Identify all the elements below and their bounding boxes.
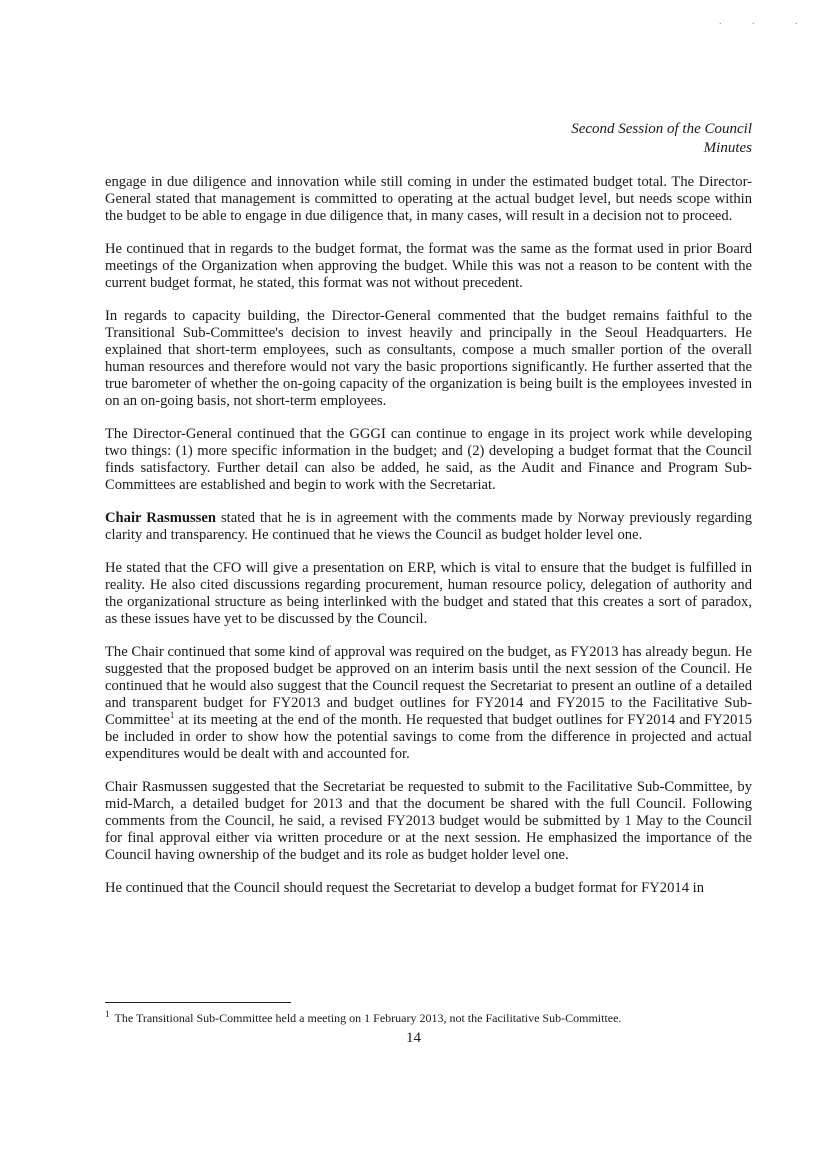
paragraph: He continued that in regards to the budget format, the format was the same as the format used in prior Board meetings of the Organization when approving the budget. While this was not a reason to be content with the current budget format, he stated, this format was not without precedent.	[105, 241, 752, 291]
footnote-text: The Transitional Sub-Committee held a meeting on 1 February 2013, not the Facilitative Sub-Committee.	[114, 1011, 622, 1025]
page-number: 14	[406, 1030, 421, 1046]
footnote-reference[interactable]: 1	[169, 710, 175, 721]
body-text	[105, 174, 752, 897]
paragraph: In regards to capacity building, the Director-General commented that the budget remains faithful to the Transitional Sub-Committee's decision to invest heavily and principally in the Seoul Headquarters. He explained that short-term employees, such as consultants, compose a much smaller portion of the overall human resources and therefore would not vary the basic proportions significantly. He further asserted that the true barometer of whether the on-going capacity of the organization is being built is the employees invested in on an on-going basis, not short-term employees.	[105, 308, 752, 409]
paragraph: He continued that the Council should request the Secretariat to develop a budget format for FY2014 in	[105, 880, 704, 896]
paragraph: He stated that the CFO will give a presentation on ERP, which is vital to ensure that the budget is fulfilled in reality. He also cited discussions regarding procurement, human resource policy, delegation of authority and the organizational structure as being interlinked with the budget and stated that this creates a sort of paradox, as these issues have yet to be discussed by the Council.	[105, 560, 752, 627]
paragraph-text: The Chair continued that some kind of approval was required on the budget, as FY2013 has already begun. He suggested that the proposed budget be approved on an interim basis until the next session of the Council. He continued that he would also suggest that the Council request the Secretariat to present an outline of a detailed and transparent budget for FY2013 and budget outlines for FY2014 and FY2015 to the Facilitative Sub-Committee	[105, 644, 752, 728]
paragraph	[105, 644, 752, 763]
speaker-name: Chair Rasmussen	[105, 510, 216, 526]
header-minutes-label: Minutes	[703, 140, 752, 156]
scan-speck: .	[795, 16, 798, 27]
footnote	[105, 1011, 765, 1026]
paragraph: The Director-General continued that the GGGI can continue to engage in its project work while developing two things: (1) more specific information in the budget; and (2) developing a budget format that the Council finds satisfactory. Further detail can also be added, he said, as the Audit and Finance and Program Sub-Committees are established and begin to work with the Secretariat.	[105, 426, 752, 493]
paragraph: engage in due diligence and innovation while still coming in under the estimated budget total. The Director-General stated that management is committed to operating at the actual budget level, but needs scope within the budget to be able to engage in due diligence that, in many cases, will result in a decision not to proceed.	[105, 174, 752, 224]
footnote-marker: 1	[105, 1009, 110, 1019]
running-header	[571, 120, 752, 158]
footnote-divider	[105, 1002, 291, 1003]
paragraph-text: at its meeting at the end of the month. He requested that budget outlines for FY2014 and FY2015 be included in order to show how the potential savings to come from the difference in projected and actual expenditures would be dealt with and accounted for.	[105, 712, 752, 762]
paragraph-text: stated that he is in agreement with the comments made by Norway previously regarding clarity and transparency. He continued that he views the Council as budget holder level one.	[105, 510, 752, 543]
scan-speck: .	[719, 16, 722, 27]
header-session-title: Second Session of the Council	[571, 121, 752, 137]
scan-speck: .	[752, 16, 755, 27]
paragraph: Chair Rasmussen suggested that the Secretariat be requested to submit to the Facilitative Sub-Committee, by mid-March, a detailed budget for 2013 and that the document be shared with the full Council. Following comments from the Council, he said, a revised FY2013 budget would be submitted by 1 May to the Council for final approval either via written procedure or at the next session. He emphasized the importance of the Council having ownership of the budget and its role as budget holder level one.	[105, 779, 752, 863]
paragraph	[105, 510, 752, 544]
